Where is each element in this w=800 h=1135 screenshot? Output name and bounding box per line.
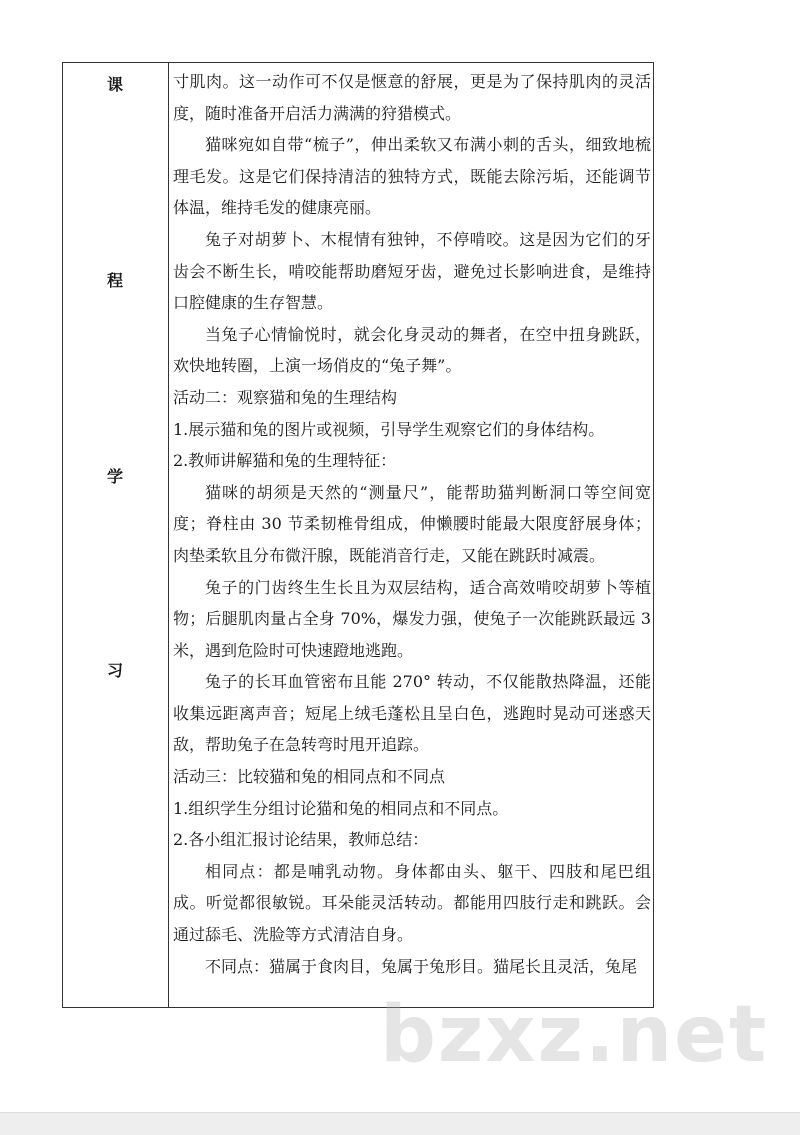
activity-heading: 活动二：观察猫和兔的生理结构 <box>173 387 398 407</box>
paragraph: 猫咪的胡须是天然的“测量尺”，能帮助猫判断洞口等空间宽度；脊柱由 30 节柔韧椎骨组成，伸懒腰时能最大限度舒展身体；肉垫柔软且分布微汗腺，既能消音行走，又能在跳跃时减震。 <box>173 482 651 565</box>
paragraph: 兔子的长耳血管密布且能 270° 转动，不仅能散热降温，还能收集远距离声音；短尾上绒毛蓬松且呈白色，逃跑时晃动可迷惑天敌，帮助兔子在急转弯时甩开追踪。 <box>173 672 651 755</box>
list-item: 1.组织学生分组讨论猫和兔的相同点和不同点。 <box>173 798 509 818</box>
paragraph: 相同点：都是哺乳动物。身体都由头、躯干、四肢和尾巴组成。听觉都很敏锐。耳朵能灵活转动。都能用四肢行走和跳跃。会通过舔毛、洗脸等方式清洁自身。 <box>173 861 651 945</box>
left-label-char-2: 程 <box>106 271 123 290</box>
left-label-char-4: 习 <box>106 661 123 680</box>
lesson-content <box>173 66 651 1004</box>
watermark-text: bzxz.net <box>380 990 769 1080</box>
list-item: 2.各小组汇报讨论结果，教师总结： <box>173 830 429 850</box>
left-label-char-1: 课 <box>106 75 123 94</box>
paragraph: 当兔子心情愉悦时，就会化身灵动的舞者，在空中扭身跳跃，欢快地转圈，上演一场俏皮的“兔子舞”。 <box>173 324 651 376</box>
paragraph: 兔子的门齿终生生长且为双层结构，适合高效啃咬胡萝卜等植物；后腿肌肉量占全身 70%，爆发力强，使兔子一次能跳跃最远 3 米，遇到危险时可快速蹬地逃跑。 <box>173 577 651 660</box>
activity-heading: 活动三：比较猫和兔的相同点和不同点 <box>173 767 446 787</box>
paragraph: 兔子对胡萝卜、木棍情有独钟，不停啃咬。这是因为它们的牙齿会不断生长，啃咬能帮助磨短牙齿，避免过长影响进食，是维持口腔健康的生存智慧。 <box>173 229 651 313</box>
list-item: 1.展示猫和兔的图片或视频，引导学生观察它们的身体结构。 <box>173 419 605 439</box>
paragraph: 寸肌肉。这一动作可不仅是惬意的舒展，更是为了保持肌肉的灵活度，随时准备开启活力满满的狩猎模式。 <box>173 72 651 123</box>
list-item: 2.教师讲解猫和兔的生理特征： <box>173 451 397 471</box>
paragraph: 猫咪宛如自带“梳子”，伸出柔软又布满小刺的舌头，细致地梳理毛发。这是它们保持清洁的独特方式，既能去除污垢，还能调节体温，维持毛发的健康亮丽。 <box>173 135 651 218</box>
column-divider <box>168 62 169 1008</box>
left-label-char-3: 学 <box>106 467 123 486</box>
viewer-bottom-strip <box>0 1112 800 1135</box>
paragraph: 不同点：猫属于食肉目，兔属于兔形目。猫尾长且灵活，兔尾 <box>205 956 638 976</box>
